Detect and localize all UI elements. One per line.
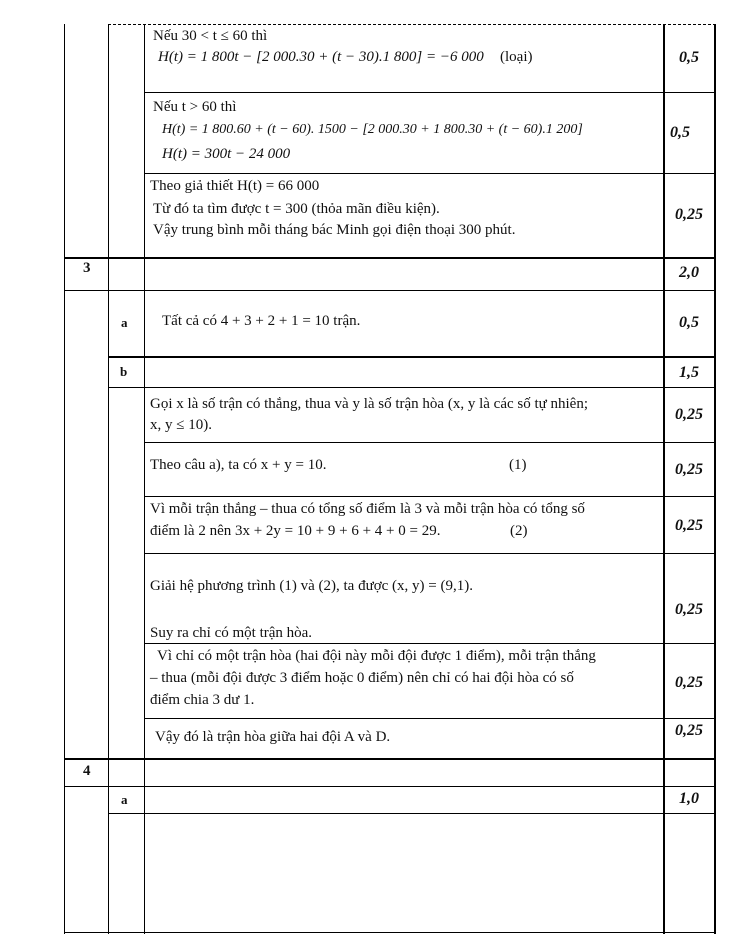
q3a-label: a xyxy=(121,315,128,330)
case-mid-note: (loại) xyxy=(500,49,533,65)
case-mid-formula: H(t) = 1 800t − [2 000.30 + (t − 30).1 800] = −6 000 xyxy=(158,49,484,65)
conclusion-line-2: Từ đó ta tìm được t = 300 (thỏa mãn điều kiện). xyxy=(153,201,440,217)
row-line xyxy=(64,290,716,291)
q3b-row-2-eq-number: (1) xyxy=(509,457,527,473)
q3b-row-5-line-2: – thua (mỗi đội được 3 điểm hoặc 0 điểm) nên chỉ có hai đội hòa có số xyxy=(150,670,574,686)
question-3-total: 2,0 xyxy=(679,264,699,281)
row-line xyxy=(108,356,716,358)
row-line xyxy=(144,92,716,93)
col-line-part xyxy=(108,24,109,934)
q4a-score: 1,0 xyxy=(679,790,699,807)
q3b-row-4-score: 0,25 xyxy=(675,601,703,618)
conclusion-line-1: Theo giả thiết H(t) = 66 000 xyxy=(150,178,320,194)
col-line-outer-left xyxy=(64,24,65,934)
question-3-number: 3 xyxy=(83,260,91,276)
row-line xyxy=(108,387,716,388)
q3b-row-4-line-1: Giải hệ phương trình (1) và (2), ta được (x, y) = (9,1). xyxy=(150,578,473,594)
question-4-number: 4 xyxy=(83,763,91,779)
q3b-total: 1,5 xyxy=(679,364,699,381)
case-mid-score: 0,5 xyxy=(679,49,699,66)
case-high-formula-2: H(t) = 300t − 24 000 xyxy=(162,146,291,162)
q3b-label: b xyxy=(120,364,128,379)
q3b-row-3-score: 0,25 xyxy=(675,517,703,534)
row-line xyxy=(144,496,716,497)
conclusion-score: 0,25 xyxy=(675,206,703,223)
top-dashed-border xyxy=(108,24,716,25)
row-line xyxy=(144,718,716,719)
q3a-text: Tất cả có 4 + 3 + 2 + 1 = 10 trận. xyxy=(162,313,361,329)
q3b-row-4-line-2: Suy ra chỉ có một trận hòa. xyxy=(150,625,313,641)
q3b-row-1-line-1: Gọi x là số trận có thắng, thua và y là số trận hòa (x, y là các số tự nhiên; xyxy=(150,396,589,412)
case-high-condition: Nếu t > 60 thì xyxy=(153,99,237,115)
row-line xyxy=(144,442,716,443)
case-mid-condition: Nếu 30 < t ≤ 60 thì xyxy=(153,28,268,44)
q3b-row-3-line-2: điểm là 2 nên 3x + 2y = 10 + 9 + 6 + 4 + 0 = 29. xyxy=(150,523,441,539)
row-line xyxy=(64,758,716,760)
q3b-row-6-line-1: Vậy đó là trận hòa giữa hai đội A và D. xyxy=(155,729,391,745)
q3b-row-1-score: 0,25 xyxy=(675,406,703,423)
row-line xyxy=(64,786,716,787)
q3b-row-1-line-2: x, y ≤ 10). xyxy=(150,417,212,433)
case-high-formula-1: H(t) = 1 800.60 + (t − 60). 1500 − [2 000.30 + 1 800.30 + (t − 60).1 200] xyxy=(162,122,583,137)
q3b-row-5-line-3: điểm chia 3 dư 1. xyxy=(150,692,255,708)
q3b-row-5-score: 0,25 xyxy=(675,674,703,691)
row-line xyxy=(144,643,716,644)
row-line xyxy=(64,257,716,259)
q4a-label: a xyxy=(121,792,128,807)
case-high-score: 0,5 xyxy=(670,124,690,141)
col-line-content xyxy=(144,24,145,934)
row-line xyxy=(108,813,716,814)
row-line xyxy=(64,932,716,933)
q3b-row-3-line-1: Vì mỗi trận thắng – thua có tổng số điểm là 3 và mỗi trận hòa có tổng số xyxy=(150,501,585,517)
q3b-row-5-line-1: Vì chỉ có một trận hòa (hai đội này mỗi đội được 1 điểm), mỗi trận thắng xyxy=(157,648,596,664)
conclusion-line-3: Vậy trung bình mỗi tháng bác Minh gọi điện thoại 300 phút. xyxy=(153,222,516,238)
q3b-row-3-eq-number: (2) xyxy=(510,523,528,539)
q3b-row-2-line-1: Theo câu a), ta có x + y = 10. xyxy=(150,457,327,473)
row-line xyxy=(144,553,716,554)
q3a-score: 0,5 xyxy=(679,314,699,331)
q3b-row-2-score: 0,25 xyxy=(675,461,703,478)
row-line xyxy=(144,173,716,174)
q3b-row-6-score: 0,25 xyxy=(675,722,703,739)
